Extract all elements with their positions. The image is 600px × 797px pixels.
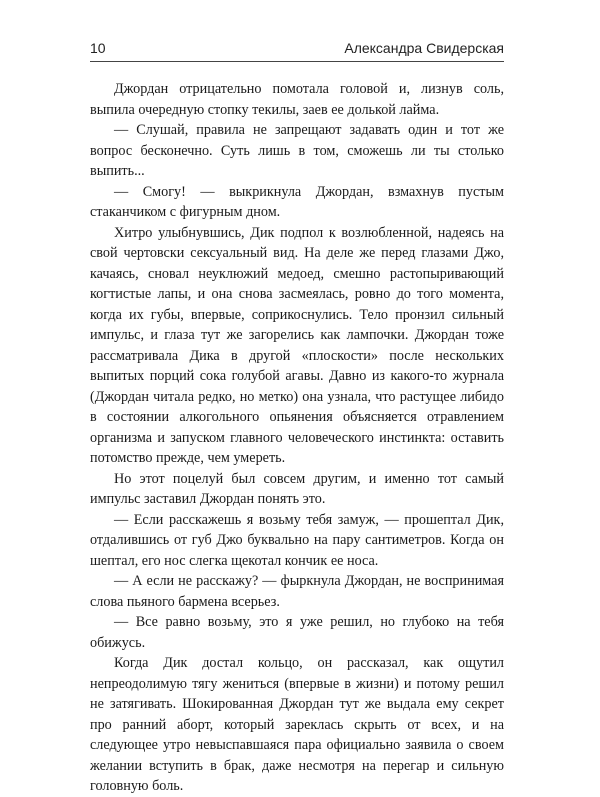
body-text xyxy=(90,79,504,797)
paragraph: Хитро улыбнувшись, Дик подпол к возлюбленной, надеясь на свой чертовски сексуальный вид. На деле же перед глазами Джо, качаясь, сновал неуклюжий медоед, смешно растопыривающий когтистые лапы, и она снова засмеялась, ровно до того момента, когда их губы, впервые, соприкоснулись. Тело пронзил сильный импульс, и глаза тут же загорелись как лампочки. Джордан тоже рассматривала Дика в другой «плоскости» после нескольких выпитых порций сока голубой агавы. Давно из какого-то журнала (Джордан читала редко, но метко) она узнала, что растущее либидо в состоянии алкогольного опьянения объясняется отравлением организма и запуском главного человеческого инстинкта: оставить потомство прежде, чем умереть. xyxy=(90,224,504,466)
running-head-author: Александра Свидерская xyxy=(344,40,504,56)
paragraph: — А если не расскажу? — фыркнула Джордан, не воспринимая слова пьяного бармена всерьез. xyxy=(90,573,504,610)
header-rule xyxy=(90,61,504,62)
running-head xyxy=(90,40,504,60)
paragraph: — Слушай, правила не запрещают задавать один и тот же вопрос бесконечно. Суть лишь в том, сможешь ли ты столько выпить... xyxy=(90,122,504,179)
paragraph: — Смогу! — выкрикнула Джордан, взмахнув пустым стаканчиком с фигурным дном. xyxy=(90,183,504,220)
paragraph: Джордан отрицательно помотала головой и, лизнув соль, выпила очередную стопку текилы, заев ее долькой лайма. xyxy=(90,81,504,118)
page-number: 10 xyxy=(90,40,106,56)
paragraph: — Все равно возьму, это я уже решил, но глубоко на тебя обижусь. xyxy=(90,614,504,651)
paragraph: — Если расскажешь я возьму тебя замуж, — прошептал Дик, отдалившись от губ Джо буквально на пару сантиметров. Когда он шептал, его нос слегка щекотал кончик ее носа. xyxy=(90,511,504,569)
paragraph: Но этот поцелуй был совсем другим, и именно тот самый импульс заставил Джордан понять это. xyxy=(90,470,504,507)
paragraph: Когда Дик достал кольцо, он рассказал, как ощутил непреодолимую тягу жениться (впервые в жизни) и потому решил не затягивать. Шокированная Джордан тут же выдала ему секрет про ранний аборт, который зареклась скрыть от всех, и на следующее утро невыспавшаяся пара официально заявила о своем желании вступить в брак, даже несмотря на перегар и сильную головную боль. xyxy=(90,655,504,794)
